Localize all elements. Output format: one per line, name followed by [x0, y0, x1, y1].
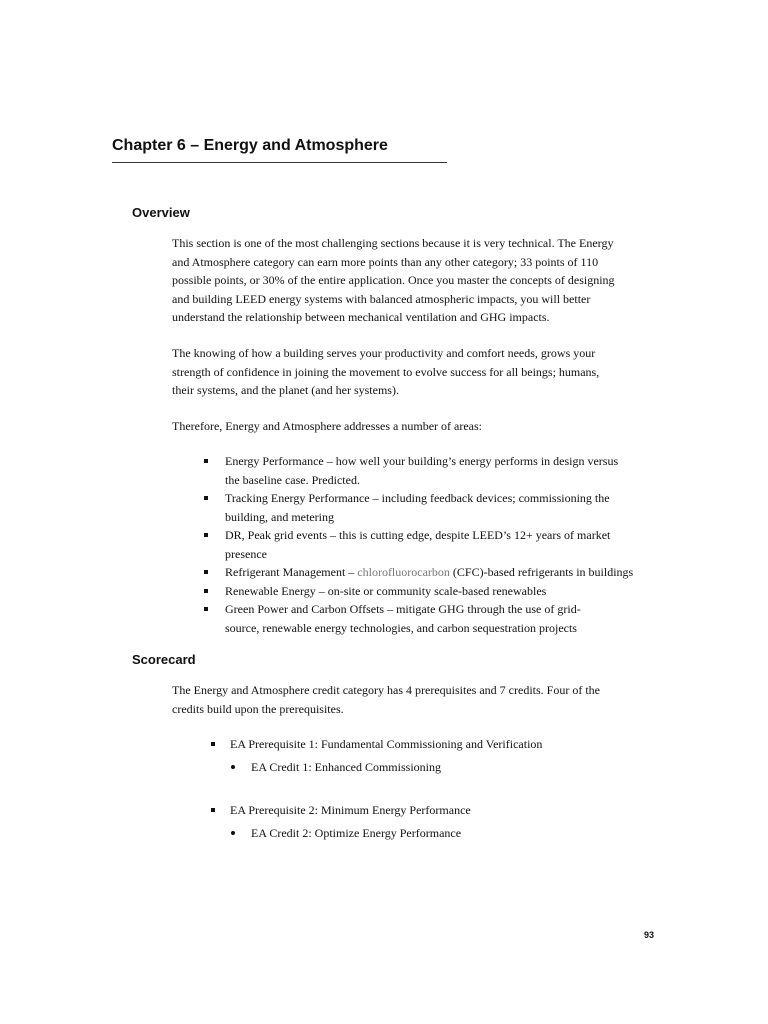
list-item: DR, Peak grid events – this is cutting edge, despite LEED’s 12+ years of market presence — [204, 526, 633, 563]
list-item: Refrigerant Management – chlorofluorocarbon (CFC)-based refrigerants in buildings — [204, 563, 633, 582]
overview-paragraph-1: This section is one of the most challenging sections because it is very technical. The Energy and Atmosphere category can earn more points than any other category; 33 points of 110 possible points, or 30% of the entire application. Once you master the concepts of designing and building LEED energy systems with balanced atmospheric impacts, you will better understand the relationship between mechanical ventilation and GHG impacts. — [172, 236, 615, 324]
overview-paragraph-3: Therefore, Energy and Atmosphere addresses a number of areas: — [172, 419, 482, 433]
overview-heading: Overview — [132, 205, 190, 220]
overview-paragraph-2: The knowing of how a building serves your productivity and comfort needs, grows your strength of confidence in joining the movement to evolve success for all beings; humans, their systems, and the planet (and her systems). — [172, 346, 600, 397]
page-number: 93 — [644, 930, 655, 940]
square-bullet-icon — [204, 533, 208, 537]
list-item: Green Power and Carbon Offsets – mitigate GHG through the use of grid- source, renewable energy technologies, and carbon sequestration projects — [204, 600, 633, 637]
square-bullet-icon — [204, 496, 208, 500]
square-bullet-icon — [204, 589, 208, 593]
chapter-title: Chapter 6 – Energy and Atmosphere — [112, 137, 388, 154]
square-bullet-icon — [204, 570, 208, 574]
prerequisite-1-item: EA Prerequisite 1: Fundamental Commissioning and Verification — [230, 735, 542, 753]
scorecard-paragraph: The Energy and Atmosphere credit category has 4 prerequisites and 7 credits. Four of the credits build upon the prerequisites. — [172, 683, 600, 716]
scorecard-heading: Scorecard — [132, 652, 196, 667]
square-bullet-icon — [204, 607, 208, 611]
title-underline — [112, 162, 447, 163]
list-item: Energy Performance – how well your building’s energy performs in design versus the baseline case. Predicted. — [204, 452, 633, 489]
square-bullet-icon — [204, 459, 208, 463]
credit-2-item: EA Credit 2: Optimize Energy Performance — [251, 824, 461, 842]
list-item: Renewable Energy – on-site or community scale-based renewables — [204, 582, 633, 601]
round-bullet-icon — [231, 765, 235, 769]
chlorofluorocarbon-link[interactable]: chlorofluorocarbon — [357, 565, 450, 579]
round-bullet-icon — [231, 831, 235, 835]
square-bullet-icon — [211, 742, 215, 746]
prerequisite-2-item: EA Prerequisite 2: Minimum Energy Performance — [230, 801, 471, 819]
credit-1-item: EA Credit 1: Enhanced Commissioning — [251, 758, 441, 776]
square-bullet-icon — [211, 808, 215, 812]
areas-list — [204, 452, 633, 637]
list-item: Tracking Energy Performance – including feedback devices; commissioning the building, and metering — [204, 489, 633, 526]
